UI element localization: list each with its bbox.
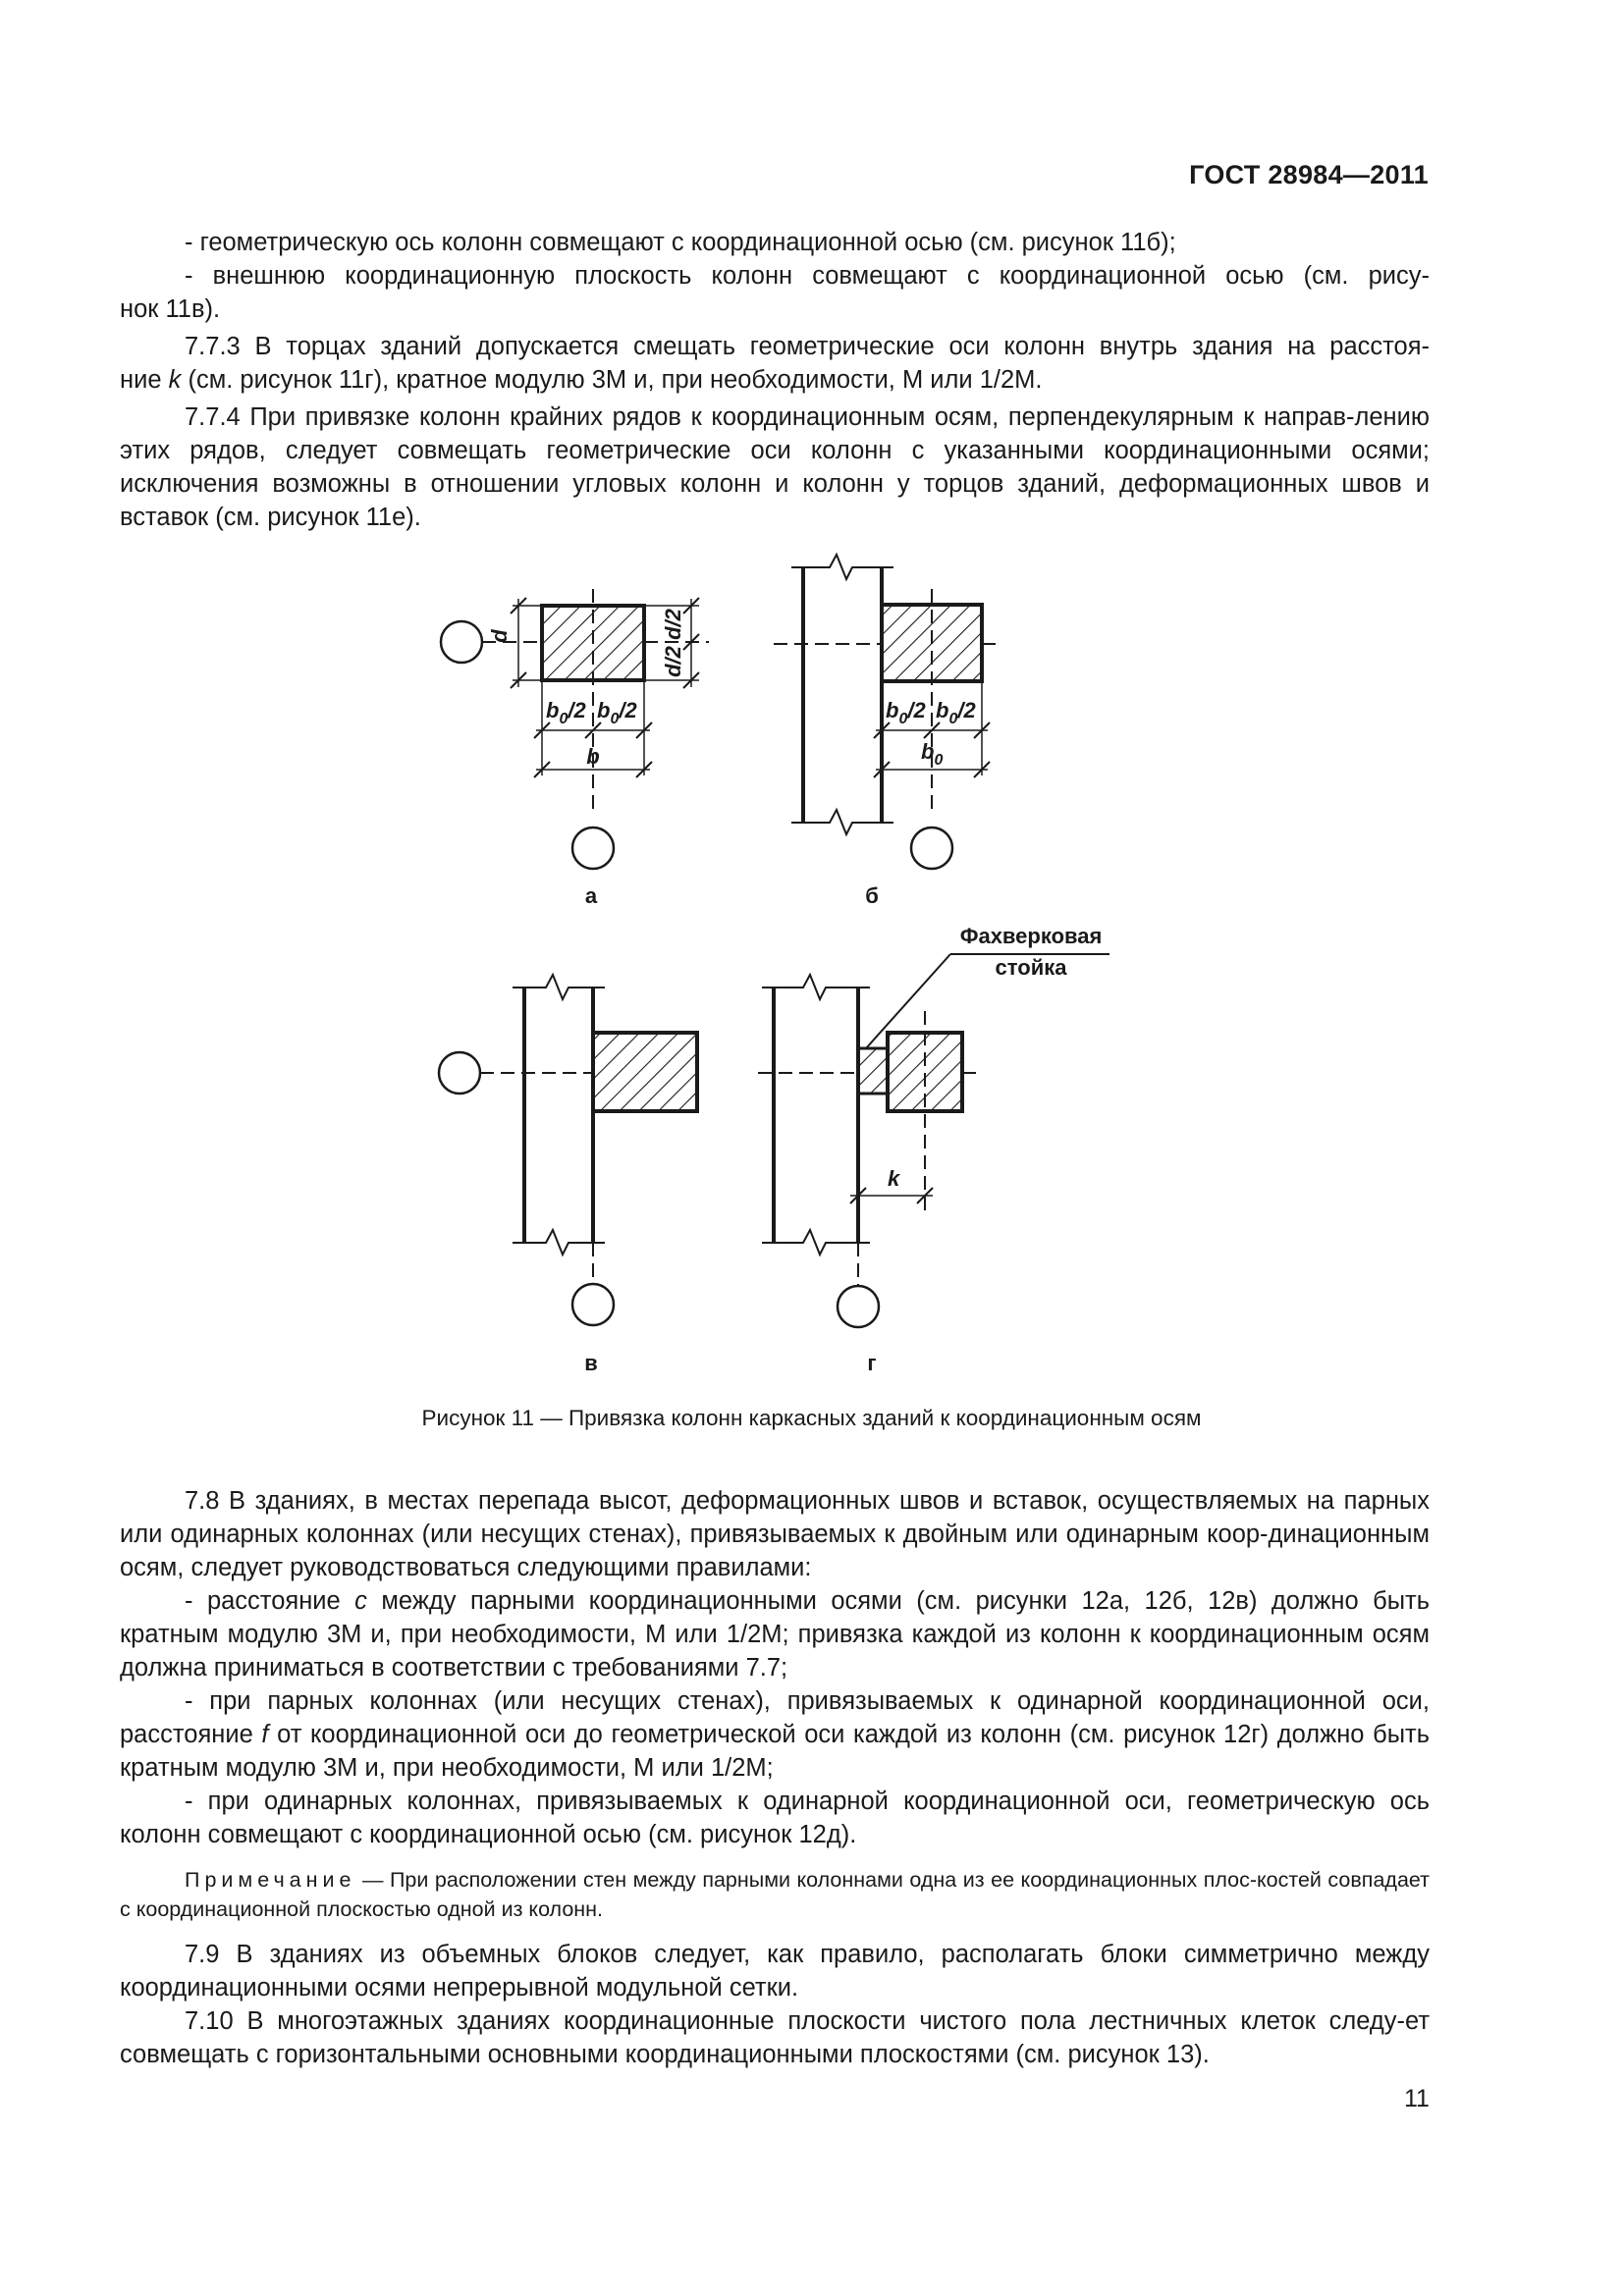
panel-label-b: б bbox=[865, 883, 879, 908]
dim-label-b0: $b_0$ bbox=[921, 739, 944, 769]
paragraph-7-7-3-cont: ние k (см. рисунок 11г), кратное модулю 3М и, при необходимости, М или 1/2М. bbox=[120, 366, 1043, 394]
dim-label-b0-half: $b_0/2$ bbox=[546, 698, 586, 727]
panel-label-a: а bbox=[584, 883, 598, 908]
dim-label-d: d bbox=[487, 629, 512, 643]
dim-label-b0-half: $b_0/2$ bbox=[597, 698, 637, 727]
note-label: Примечание bbox=[185, 1868, 356, 1892]
dim-label-d-half-bottom: d/2 bbox=[661, 646, 685, 677]
paragraph-7-8: 7.8 В зданиях, в местах перепада высот, деформационных швов и вставок, осуществляемых на парных или одинарных колоннах (или несущих стенах), привязываемых к двойным или одинарным коор-динационным осям, следует руководствоваться следующими правилами: bbox=[120, 1487, 1430, 1581]
rule-3: - при одинарных колоннах, привязываемых к одинарной координационной оси, геометрическую ось колонн совмещают с координационной осью (см. рисунок 12д). bbox=[120, 1788, 1430, 1848]
dim-label-d-half-top: d/2 bbox=[661, 609, 685, 640]
text-block-bottom bbox=[120, 1484, 1430, 2071]
paragraph-7-9: 7.9 В зданиях из объемных блоков следует, как правило, располагать блоки симметрично между координационными осями непрерывной модульной сетки. bbox=[120, 1941, 1430, 2002]
dim-label-k: k bbox=[888, 1166, 900, 1191]
panel-g-drawing bbox=[758, 954, 1109, 1327]
paragraph-7-7-4: 7.7.4 При привязке колонн крайних рядов к координационным осям, перпендекулярным к направ-лению этих рядов, следует совмещать геометрические оси колонн с указанными координационными осями; исключения возможны в отношении угловых колонн и колонн у торцов зданий, деформационных швов и вставок (см. рисунок 11е). bbox=[120, 403, 1430, 531]
paragraph-7-7-3: 7.7.3 В торцах зданий допускается смещать геометрические оси колонн внутрь здания на расстоя- bbox=[185, 333, 1430, 360]
rule-1: - расстояние c между парными координационными осями (см. рисунки 12а, 12б, 12в) должно быть кратным модулю 3М и, при необходимости, М или 1/2М; привязка каждой из колонн к координационным осям должна приниматься в соответствии с требованиями 7.7; bbox=[120, 1587, 1430, 1682]
list-item: - внешнюю координационную плоскость колонн совмещают с координационной осью (см. рису- bbox=[185, 262, 1430, 290]
figure-caption: Рисунок 11 — Привязка колонн каркасных зданий к координационным осям bbox=[421, 1406, 1202, 1430]
note: Примечание — При расположении стен между парными колоннами одна из ее координационных плос-костей совпадает с координационной плоскостью одной из колонн. bbox=[120, 1868, 1430, 1921]
dim-label-b0-half: $b_0/2$ bbox=[886, 698, 926, 727]
callout-label-line2: стойка bbox=[995, 955, 1067, 980]
panel-label-g: г bbox=[867, 1351, 877, 1375]
dim-label-b: b bbox=[586, 744, 600, 769]
rule-2: - при парных колоннах (или несущих стенах), привязываемых к одинарной координационной оси, расстояние f от координационной оси до геометрической оси каждой из колонн (см. рисунок 12г) должно быть кратным модулю 3М и, при необходимости, М или 1/2М; bbox=[120, 1687, 1430, 1782]
dim-label-b0-half: $b_0/2$ bbox=[936, 698, 976, 727]
document-code: ГОСТ 28984—2011 bbox=[1189, 160, 1429, 189]
list-item: - геометрическую ось колонн совмещают с координационной осью (см. рисунок 11б); bbox=[185, 229, 1176, 256]
panel-v-drawing bbox=[439, 975, 697, 1325]
paragraph-7-10: 7.10 В многоэтажных зданиях координационные плоскости чистого пола лестничных клеток следу-ет совмещать с горизонтальными основными координационными плоскостями (см. рисунок 13). bbox=[120, 2007, 1430, 2068]
panel-label-v: в bbox=[584, 1351, 598, 1375]
page-number: 11 bbox=[1404, 2085, 1430, 2112]
callout-label-line1: Фахверковая bbox=[959, 924, 1103, 948]
list-item-continuation: нок 11в). bbox=[120, 295, 221, 323]
